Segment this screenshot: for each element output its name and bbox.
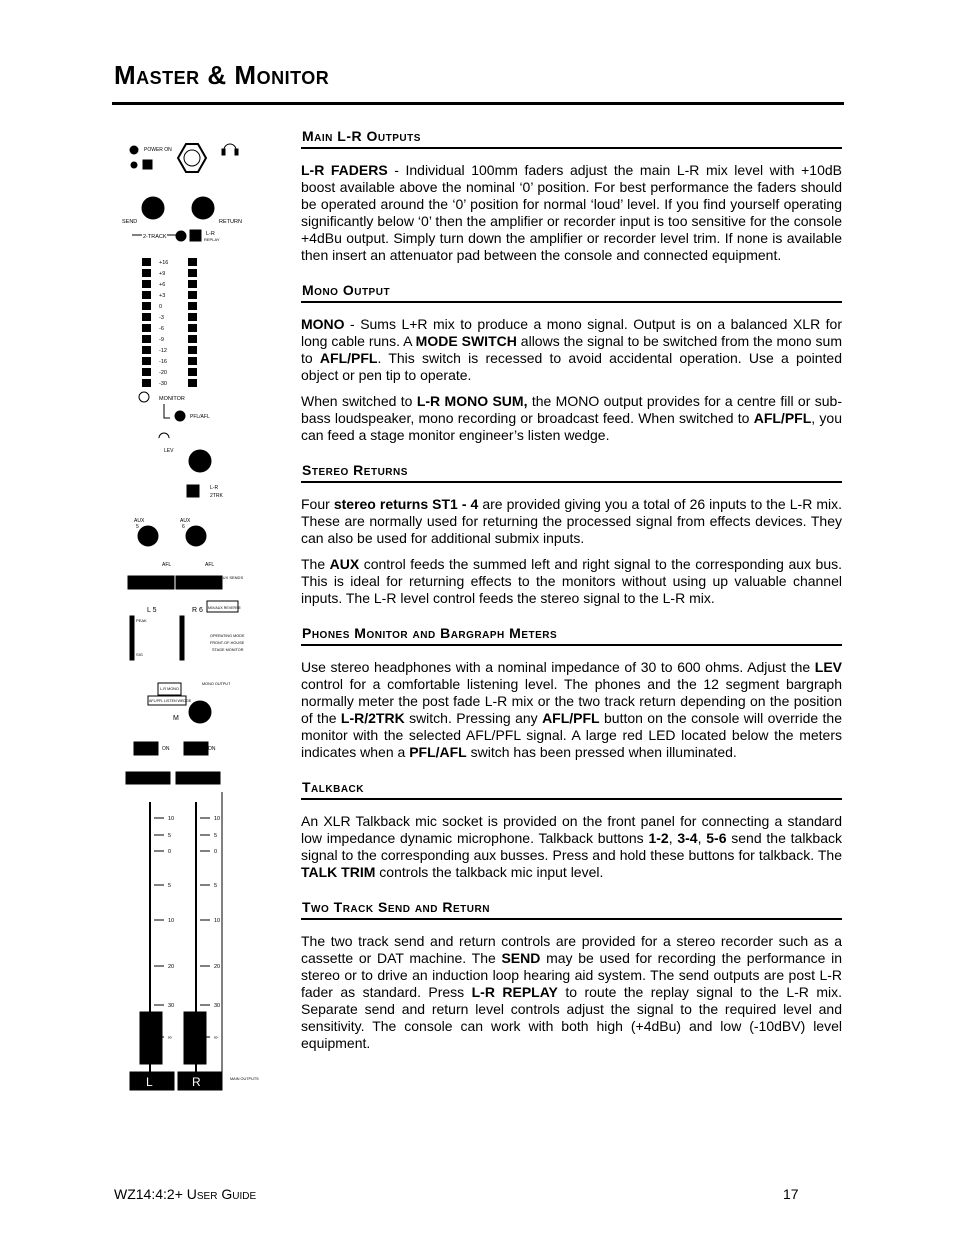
lev-knob xyxy=(189,450,211,472)
fader-scale-label: 0 xyxy=(214,849,218,855)
text-run: - Sums L+R mix to produce a mono signal. Output is on a balanced XLR for long cable runs. A xyxy=(301,316,842,349)
meter-scale-label: -30 xyxy=(159,381,167,387)
svg-text:6: 6 xyxy=(182,524,185,530)
power-led xyxy=(130,146,138,154)
mix-aux-reverse-label: MIX/AUX REVERSE xyxy=(208,606,241,610)
fader-scale-label: ∞ xyxy=(168,1035,172,1041)
text-run: the MONO output provides for a centre fill or sub-bass loudspeaker, mono recording or broadcast feed. When switched to xyxy=(301,393,842,426)
lr-replay-label: L-R xyxy=(206,231,215,237)
fader-scale-label: 5 xyxy=(214,883,218,889)
text-run: control feeds the summed left and right signal to the corresponding aux bus. This is ideal for returning effects to the monitors without using up valuable channel inputs. The L-R level control feeds the stereo signal to the L-R mix. xyxy=(301,556,842,606)
meter-led xyxy=(142,324,151,332)
meter-scale-label: -3 xyxy=(159,315,164,321)
bold-term: AFL/PFL xyxy=(319,350,378,366)
bold-term: L-R MONO SUM, xyxy=(416,393,528,409)
text-run: to route the replay signal to the L-R mix. Separate send and return level controls adjust the signal to the required level and sensitivity. The console can work with both high (+4dBu) and low (-10dBV) level equipment. xyxy=(301,984,843,1051)
aux6-afl-switch xyxy=(176,576,222,589)
on-label-b: ON xyxy=(208,746,216,752)
afl-label-a: AFL xyxy=(162,562,172,568)
section-heading: Talkback xyxy=(301,775,842,800)
m-label: M xyxy=(173,715,179,722)
headphones-icon xyxy=(224,144,236,150)
text-run: may be used for recording the performance in stereo or to drive an induction loop hearing aid system. The send outputs are post L-R fader as standard. Press xyxy=(301,950,842,1000)
aux5-afl-switch xyxy=(128,576,174,589)
meter-led xyxy=(188,269,197,277)
bold-term: stereo returns ST1 - 4 xyxy=(333,496,479,512)
page-title-amp: & xyxy=(207,60,227,90)
lr-2trk-switch xyxy=(187,485,199,497)
power-switch xyxy=(143,160,152,169)
section xyxy=(301,278,842,444)
section-heading: Mono Output xyxy=(301,278,842,303)
body-paragraph xyxy=(301,316,842,384)
l5-label: L 5 xyxy=(147,607,157,614)
aux5-knob xyxy=(138,526,158,546)
bold-term: L-R FADERS xyxy=(301,162,388,178)
aux6-knob xyxy=(186,526,206,546)
send-knob xyxy=(142,197,164,219)
aux6-label: AUX xyxy=(180,518,191,524)
meter-led xyxy=(142,280,151,288)
page-title-part: Master xyxy=(114,60,200,90)
body-paragraph xyxy=(301,496,842,547)
body-paragraph xyxy=(301,162,842,264)
meter-led xyxy=(142,346,151,354)
fader-scale-label: 30 xyxy=(168,1003,175,1009)
body-paragraph xyxy=(301,556,842,607)
text-run: When switched to xyxy=(301,393,417,409)
meter-led xyxy=(188,258,197,266)
meter-led xyxy=(188,280,197,288)
meter-scale-label: +6 xyxy=(159,282,166,288)
fader-l-cap xyxy=(140,1012,162,1064)
text-run: control for a comfortable listening level. The phones and the 12 segment bargraph normally meter the post fade L-R mix or the two track return depending on the position of the xyxy=(301,676,842,726)
text-run: , xyxy=(668,830,678,846)
meter-scale xyxy=(159,260,168,387)
text-run: send the talkback signal to the corresponding aux busses. Press and hold these buttons for talkback. The xyxy=(301,830,842,863)
body-paragraph xyxy=(301,813,842,881)
meter-led xyxy=(142,302,151,310)
l5-led xyxy=(130,616,134,660)
return-label: RETURN xyxy=(219,219,242,225)
section xyxy=(301,775,842,881)
fader-scale-label: 10 xyxy=(214,918,221,924)
bold-term: LEV xyxy=(814,659,842,675)
text-run: . This switch is recessed to avoid accidental operation. Use a pointed object or pen tip to operate. xyxy=(301,350,842,383)
bold-term: MONO xyxy=(301,316,345,332)
page-title-part: Monitor xyxy=(234,60,330,90)
meter-led xyxy=(142,313,151,321)
fader-scale-label: ∞ xyxy=(214,1035,218,1041)
text-run: Four xyxy=(301,496,334,512)
footer-model-name: WZ14:4:2+ xyxy=(114,1186,183,1202)
fader-r-cap xyxy=(184,1012,206,1064)
mono-knob xyxy=(189,701,211,723)
text-run: button on the console will override the monitor with the selected AFL/PFL signal. A large red LED located below the meters indicates when a xyxy=(301,710,842,760)
lr-mono-label: L-R MONO xyxy=(160,687,179,691)
replay-switch xyxy=(190,230,201,241)
meter-led xyxy=(142,291,151,299)
section-heading: Phones Monitor and Bargraph Meters xyxy=(301,621,842,646)
bold-term: 5-6 xyxy=(706,830,727,846)
meter-scale-label: -12 xyxy=(159,348,167,354)
return-knob xyxy=(192,197,214,219)
svg-text:5: 5 xyxy=(136,524,139,530)
section xyxy=(301,621,842,761)
meter-scale-label: -6 xyxy=(159,326,164,332)
meter-led xyxy=(142,357,151,365)
body-paragraph xyxy=(301,393,842,444)
sig-label: SIG xyxy=(136,652,143,657)
text-run: Use stereo headphones with a nominal impedance of 30 to 600 ohms. Adjust the xyxy=(301,659,815,675)
text-run: The xyxy=(301,556,330,572)
text-run: - Individual 100mm faders adjust the main L-R mix level with +10dB boost available above the nominal ‘0’ position. For best performance the faders should be operated around the ‘0’ position for normal ‘loud’ level. If you find yourself operating significantly below ‘0’ then the amplifier or recorder input is too sensitive for the console +4dBu output. Simply turn down the amplifier or recorder level trim. If none is available then insert an attenuator pad between the console and connected equipment. xyxy=(301,162,843,263)
bold-term: L-R/2TRK xyxy=(340,710,405,726)
text-run: switch. Pressing any xyxy=(404,710,543,726)
body-paragraph xyxy=(301,659,842,761)
meter-led xyxy=(188,313,197,321)
text-run: controls the talkback mic input level. xyxy=(375,864,604,880)
section-heading: Stereo Returns xyxy=(301,458,842,483)
footer-guide: User Guide xyxy=(186,1186,257,1202)
pfl-afl-label: PFL/AFL xyxy=(190,414,210,420)
fader-scale-label: 5 xyxy=(214,833,218,839)
meter-bargraph xyxy=(142,258,197,387)
afl-pfl-listen-label: AFL/PFL LISTEN WEDGE xyxy=(149,699,192,703)
bold-term: TALK TRIM xyxy=(301,864,376,880)
section-heading: Main L-R Outputs xyxy=(301,124,842,149)
mono-output-label: MONO OUTPUT xyxy=(202,682,231,686)
fader-scale-label: 10 xyxy=(168,918,175,924)
lev-label: LEV xyxy=(164,448,174,454)
peak-label: PEAK xyxy=(136,618,147,623)
text-run: , xyxy=(697,830,707,846)
fader-scale-label: 5 xyxy=(168,883,172,889)
meter-led xyxy=(188,335,197,343)
text-run: , you can feed a stage monitor engineer’s listen wedge. xyxy=(301,410,842,443)
main-outputs-label: MAIN OUTPUTS xyxy=(230,1077,259,1081)
text-run: are provided giving you a total of 26 inputs to the L-R mix. These are normally used for returning the processed signal from effects devices. They can also be used for additional submix inputs. xyxy=(301,496,843,546)
bold-term: AUX xyxy=(329,556,360,572)
phones-socket xyxy=(178,144,206,172)
meter-scale-label: -20 xyxy=(159,370,167,376)
foh-label: FRONT-OF-HOUSE xyxy=(210,641,245,645)
bold-term: 1-2 xyxy=(648,830,669,846)
fader-scale-label: 20 xyxy=(214,964,221,970)
text-run: allows the signal to be switched from the mono sum to xyxy=(301,333,842,366)
lr-label: L-R xyxy=(210,485,219,491)
bold-term: PFL/AFL xyxy=(409,744,467,760)
meter-led xyxy=(142,335,151,343)
master-section-diagram xyxy=(112,132,277,1092)
meter-scale-label: +16 xyxy=(159,260,169,266)
bold-term: SEND xyxy=(501,950,541,966)
monitor-label: MONITOR xyxy=(159,396,185,402)
footer-page-number: 17 xyxy=(783,1186,799,1202)
fader-l-label: L xyxy=(146,1075,153,1089)
replay-label: REPLAY xyxy=(204,237,220,242)
meter-led xyxy=(188,302,197,310)
meter-scale-label: +3 xyxy=(159,293,166,299)
on-label-a: ON xyxy=(162,746,170,752)
pfl-led xyxy=(139,392,149,402)
fader-scale-label: 30 xyxy=(214,1003,221,1009)
page-title xyxy=(114,60,329,91)
meter-led xyxy=(188,379,197,387)
fader-scale-label: 5 xyxy=(168,833,172,839)
meter-led xyxy=(188,324,197,332)
meter-led xyxy=(142,368,151,376)
aux5-label: AUX xyxy=(134,518,145,524)
text-column xyxy=(301,124,842,1066)
r6-led xyxy=(180,616,184,660)
section xyxy=(301,895,842,1052)
afl-label-b: AFL xyxy=(205,562,215,568)
bold-term: L-R REPLAY xyxy=(471,984,558,1000)
section-heading: Two Track Send and Return xyxy=(301,895,842,920)
section xyxy=(301,458,842,607)
meter-led xyxy=(188,291,197,299)
bold-term: AFL/PFL xyxy=(542,710,600,726)
send-label: SEND xyxy=(122,219,138,225)
meter-scale-label: 0 xyxy=(159,304,163,310)
fader-r-label: R xyxy=(192,1075,201,1089)
meter-scale-label: -16 xyxy=(159,359,167,365)
bold-term: MODE SWITCH xyxy=(415,333,517,349)
fader-scale-label: 20 xyxy=(168,964,175,970)
text-run: The two track send and return controls are provided for a stereo recorder such as a cassette or DAT machine. The xyxy=(301,933,842,966)
meter-led xyxy=(142,379,151,387)
meter-scale-label: +9 xyxy=(159,271,166,277)
power-on-label: POWER ON xyxy=(144,147,172,153)
section xyxy=(301,124,842,264)
text-run: An XLR Talkback mic socket is provided on the front panel for connecting a standard low impedance dynamic microphone. Talkback buttons xyxy=(301,813,842,846)
operating-mode-label: OPERATING MODE xyxy=(210,634,245,638)
fader-scale xyxy=(154,816,220,1041)
2trk-label: 2TRK xyxy=(210,493,223,499)
meter-led xyxy=(188,368,197,376)
stage-monitor-label: STAGE MONITOR xyxy=(212,648,244,652)
footer-model xyxy=(114,1186,256,1202)
bold-term: 3-4 xyxy=(677,830,698,846)
aux-sends-label: AUX SENDS xyxy=(220,575,244,580)
fader-scale-label: 10 xyxy=(168,816,175,822)
meter-led xyxy=(188,357,197,365)
r6-label: R 6 xyxy=(192,607,203,614)
body-paragraph xyxy=(301,933,842,1052)
meter-led xyxy=(188,346,197,354)
two-track-label: 2-TRACK xyxy=(143,234,167,240)
bold-term: AFL/PFL xyxy=(753,410,812,426)
text-run: switch has been pressed when illuminated. xyxy=(466,744,737,760)
fader-scale-label: 0 xyxy=(168,849,172,855)
meter-led xyxy=(142,269,151,277)
title-rule xyxy=(112,102,844,105)
meter-led xyxy=(142,258,151,266)
fader-scale-label: 10 xyxy=(214,816,221,822)
meter-scale-label: -9 xyxy=(159,337,164,343)
